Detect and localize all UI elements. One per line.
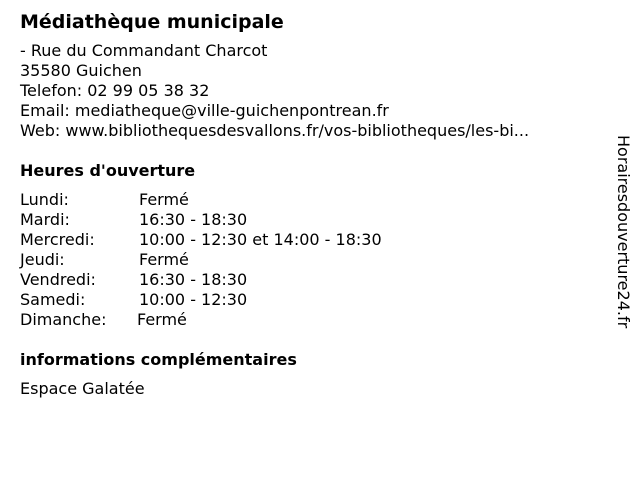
info-heading: informations complémentaires xyxy=(20,350,297,369)
address-block xyxy=(20,41,600,141)
day-hours: 10:00 - 12:30 xyxy=(139,290,248,309)
info-text: Espace Galatée xyxy=(20,379,145,398)
hours-row-monday xyxy=(20,190,600,210)
brand-watermark: Horairesdouverture24.fr xyxy=(614,135,633,329)
email-address: Email: mediatheque@ville-guichenpontrean.fr xyxy=(20,101,389,120)
hours-row-sunday xyxy=(20,310,600,330)
day-hours: Fermé xyxy=(139,250,189,269)
day-label: Samedi: xyxy=(20,290,86,309)
hours-table xyxy=(20,190,600,330)
page-title: Médiathèque municipale xyxy=(20,11,284,33)
street-address: - Rue du Commandant Charcot xyxy=(20,41,268,60)
day-label: Mardi: xyxy=(20,210,70,229)
day-hours: 16:30 - 18:30 xyxy=(139,210,248,229)
hours-row-wednesday xyxy=(20,230,600,250)
city-postal: 35580 Guichen xyxy=(20,61,142,80)
website-link: Web: www.bibliothequesdesvallons.fr/vos-bibliotheques/les-bi... xyxy=(20,121,530,140)
hours-row-friday xyxy=(20,270,600,290)
library-info-card xyxy=(20,10,600,399)
day-label: Mercredi: xyxy=(20,230,95,249)
day-label: Dimanche: xyxy=(20,310,107,329)
hours-row-thursday xyxy=(20,250,600,270)
hours-row-saturday xyxy=(20,290,600,310)
hours-heading: Heures d'ouverture xyxy=(20,161,196,180)
hours-row-tuesday xyxy=(20,210,600,230)
day-label: Jeudi: xyxy=(20,250,65,269)
day-hours: 10:00 - 12:30 et 14:00 - 18:30 xyxy=(139,230,382,249)
day-hours: 16:30 - 18:30 xyxy=(139,270,248,289)
day-hours: Fermé xyxy=(137,310,187,329)
phone-number: Telefon: 02 99 05 38 32 xyxy=(20,81,210,100)
day-label: Lundi: xyxy=(20,190,69,209)
day-hours: Fermé xyxy=(139,190,189,209)
day-label: Vendredi: xyxy=(20,270,96,289)
